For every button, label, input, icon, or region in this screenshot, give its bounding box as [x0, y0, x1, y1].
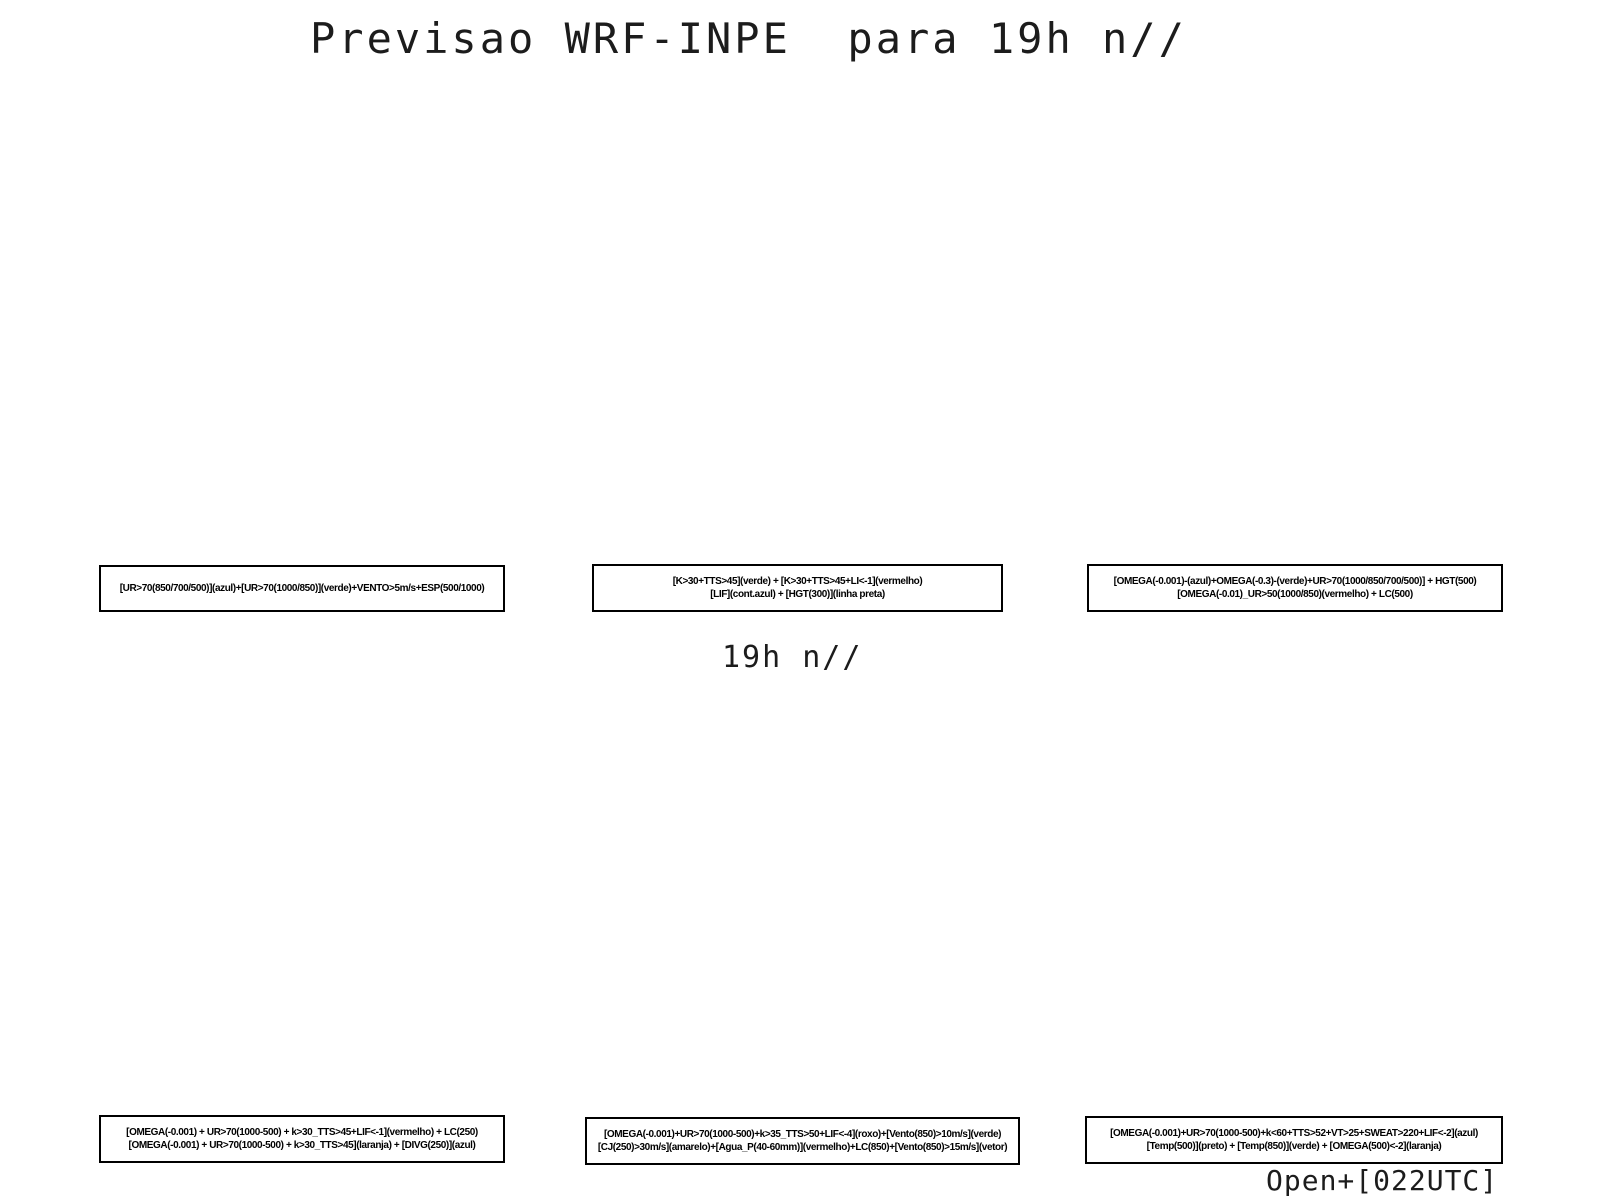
caption-line: [OMEGA(-0.001)+UR>70(1000-500)+k>35_TTS>50+LIF<-4](roxo)+[Vento(850)>10m/s](verde): [603, 1129, 1002, 1140]
caption-line: [OMEGA(-0.001) + UR>70(1000-500) + k>30_TTS>45](laranja) + [DIVG(250)](azul): [128, 1140, 476, 1151]
caption-line: [K>30+TTS>45](verde) + [K>30+TTS>45+LI<-1](vermelho): [672, 576, 923, 587]
panel-caption-box-bottom-left: [99, 1115, 505, 1163]
forecast-hour-label: 19h n//: [722, 640, 863, 675]
caption-line: [LIF](cont.azul) + [HGT(300)](linha preta): [710, 589, 885, 600]
panel-caption-box-bottom-center: [585, 1117, 1020, 1165]
panel-caption-box-top-left: [99, 565, 505, 612]
caption-line: [OMEGA(-0.001)+UR>70(1000-500)+k<60+TTS>52+VT>25+SWEAT>220+LIF<-2](azul): [1110, 1128, 1478, 1139]
caption-line: [UR>70(850/700/500)](azul)+[UR>70(1000/850)](verde)+VENTO>5m/s+ESP(500/1000): [119, 583, 485, 594]
footer-timestamp-label: Open+[022UTC]: [1266, 1164, 1499, 1197]
caption-line: [Temp(500)](preto) + [Temp(850)](verde) + [OMEGA(500)<-2](laranja): [1146, 1141, 1442, 1152]
page-title: Previsao WRF-INPE para 19h n//: [310, 14, 1187, 63]
panel-caption-box-top-right: [1087, 564, 1503, 612]
caption-line: [CJ(250)>30m/s](amarelo)+[Agua_P(40-60mm)](vermelho)+LC(850)+[Vento(850)>15m/s](vetor): [597, 1142, 1008, 1153]
panel-caption-box-top-center: [592, 564, 1003, 612]
caption-line: [OMEGA(-0.001)-(azul)+OMEGA(-0.3)-(verde)+UR>70(1000/850/700/500)] + HGT(500): [1113, 576, 1477, 587]
caption-line: [OMEGA(-0.001) + UR>70(1000-500) + k>30_TTS>45+LIF<-1](vermelho) + LC(250): [126, 1127, 478, 1138]
panel-caption-box-bottom-right: [1085, 1116, 1503, 1164]
caption-line: [OMEGA(-0.01)_UR>50(1000/850)(vermelho) + LC(500): [1177, 589, 1413, 600]
